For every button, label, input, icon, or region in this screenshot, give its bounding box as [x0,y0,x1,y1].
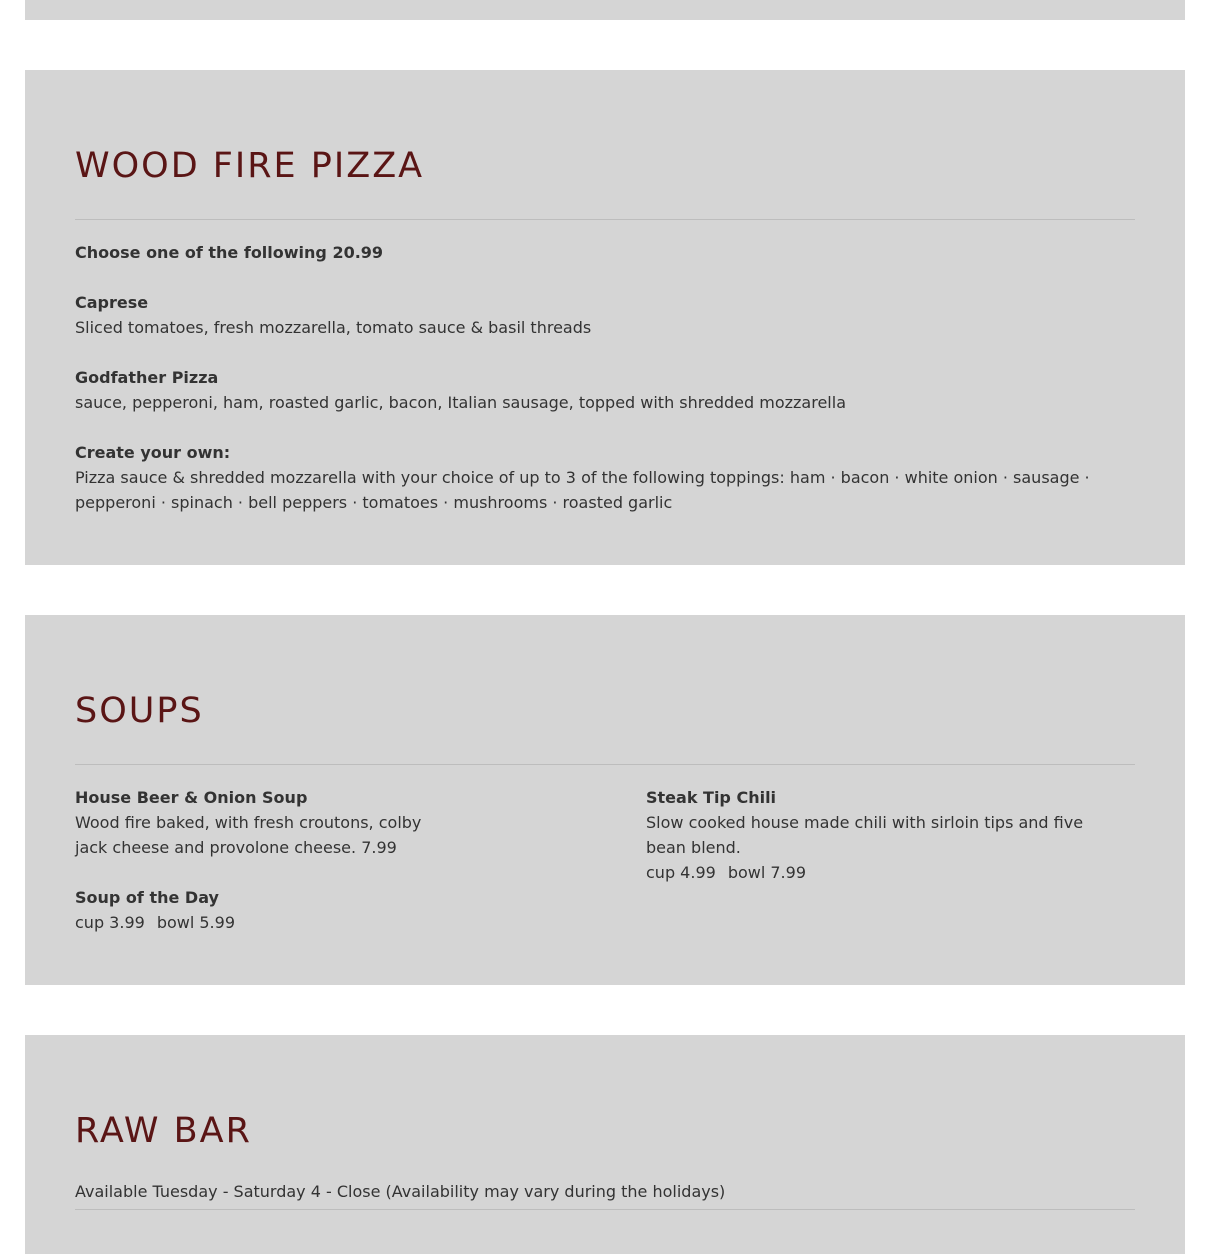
section-divider [75,219,1135,220]
menu-item-price-row [646,860,1116,885]
menu-item-name: Create your own: [75,443,231,462]
menu-item-name: Godfather Pizza [75,368,219,387]
soups-right-column [646,785,1116,885]
raw-bar-availability: Available Tuesday - Saturday 4 - Close (Availability may vary during the holidays) [75,1182,726,1201]
bowl-price: bowl 7.99 [727,863,806,882]
menu-item-description: Wood fire baked, with fresh croutons, colby jack cheese and provolone cheese. 7.99 [75,813,422,857]
pizza-menu-list [75,240,1135,515]
menu-item-description: Pizza sauce & shredded mozzarella with your choice of up to 3 of the following toppings: ham · bacon · white onion · sausage · pepperoni · spinach · bell peppers · tomatoes · mushrooms · roasted garlic [75,468,1090,512]
bowl-price: bowl 5.99 [156,913,235,932]
menu-item-name: Caprese [75,293,149,312]
section-title-soups: SOUPS [75,691,204,731]
menu-item-name: Steak Tip Chili [646,788,777,807]
cup-price: cup 4.99 [646,863,716,882]
menu-item-name: Soup of the Day [75,888,219,907]
section-title-raw-bar: RAW BAR [75,1111,252,1151]
menu-item-description: Sliced tomatoes, fresh mozzarella, tomato sauce & basil threads [75,318,592,337]
menu-item-description: sauce, pepperoni, ham, roasted garlic, bacon, Italian sausage, topped with shredded mozzarella [75,393,846,412]
soups-left-column [75,785,455,935]
section-divider [75,764,1135,765]
section-title-pizza: WOOD FIRE PIZZA [75,146,425,186]
section-divider [75,1209,1135,1210]
pizza-intro: Choose one of the following 20.99 [75,243,384,262]
cup-price: cup 3.99 [75,913,145,932]
menu-item-description: Slow cooked house made chili with sirloin tips and five bean blend. [646,813,1084,857]
previous-section-panel [25,0,1185,20]
wood-fire-pizza-section [25,70,1185,565]
menu-item-name: House Beer & Onion Soup [75,788,308,807]
menu-item-price-row [75,910,455,935]
soups-section [25,615,1185,985]
raw-bar-section [25,1035,1185,1254]
